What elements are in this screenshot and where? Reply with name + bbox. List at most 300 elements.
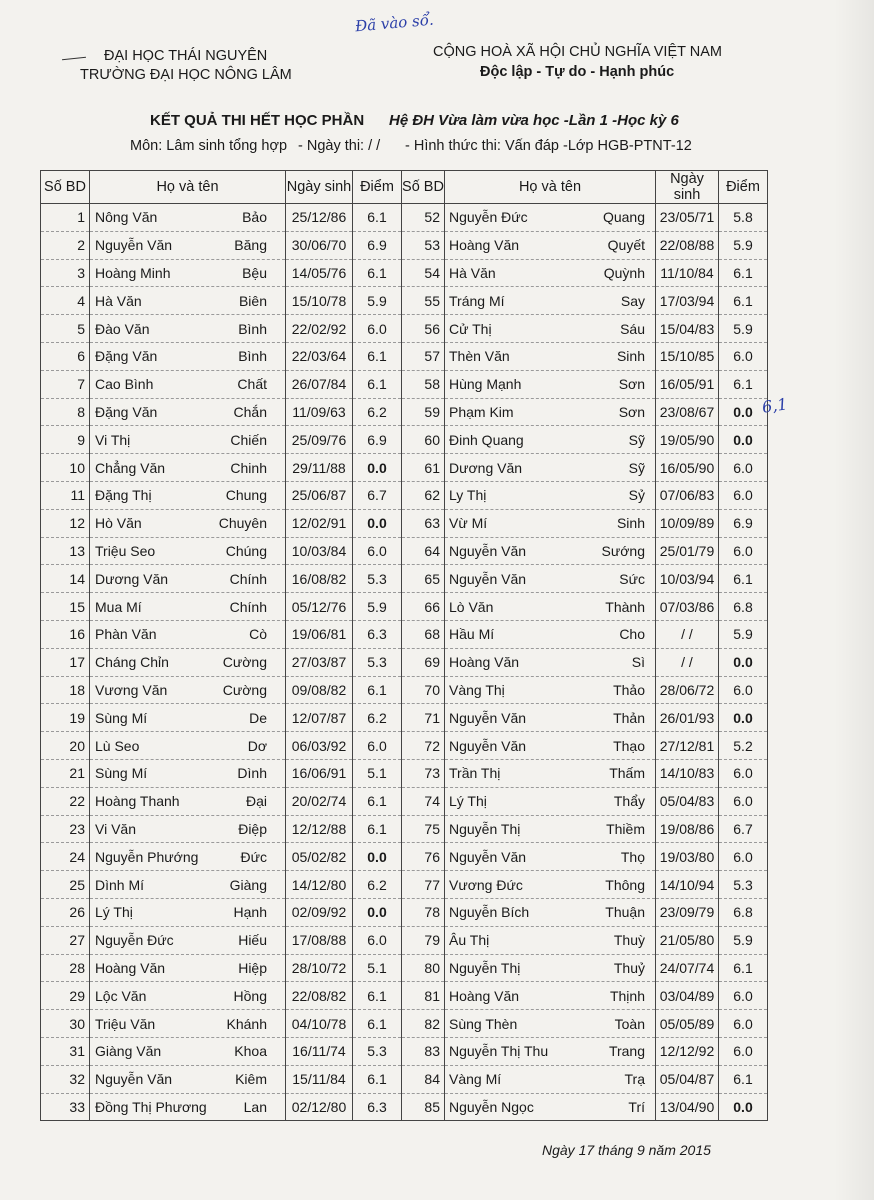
dob-2: 03/04/89 — [656, 982, 719, 1010]
score: 6.0 — [353, 537, 402, 565]
r-score: 5.9 — [719, 926, 768, 954]
last-name: Cao Bình — [95, 376, 154, 393]
r-last-name: Âu Thị — [449, 932, 490, 949]
dob: 22/03/64 — [286, 342, 353, 370]
name-cell — [90, 315, 286, 343]
r-last-name: Lý Thị — [449, 793, 487, 810]
sbd-number-2: 54 — [402, 259, 445, 287]
r-first-name: Trí — [628, 1098, 645, 1115]
score: 6.9 — [353, 426, 402, 454]
dob-2: 10/09/89 — [656, 509, 719, 537]
sbd-number: 25 — [41, 871, 90, 899]
r-first-name: Sinh — [616, 348, 645, 365]
r-last-name: Nguyễn Văn — [449, 709, 527, 726]
last-name: Dình Mí — [95, 876, 145, 893]
table-row — [41, 537, 768, 565]
first-name: Chính — [229, 570, 267, 587]
last-name: Đặng Văn — [95, 403, 158, 420]
r-last-name: Vừ Mí — [449, 515, 488, 532]
r-last-name: Nguyễn Bích — [449, 904, 530, 921]
sbd-number: 28 — [41, 954, 90, 982]
score: 6.2 — [353, 398, 402, 426]
table-row — [41, 787, 768, 815]
r-last-name: Cử Thị — [449, 320, 492, 337]
last-name: Vương Văn — [95, 681, 168, 698]
dob-2: 05/05/89 — [656, 1010, 719, 1038]
r-name-cell — [445, 593, 656, 621]
r-last-name: Nguyễn Đức — [449, 209, 528, 226]
sbd-number-2: 85 — [402, 1093, 445, 1121]
r-last-name: Nguyễn Văn — [449, 542, 527, 559]
sbd-number-2: 58 — [402, 370, 445, 398]
col-name-2: Họ và tên — [445, 171, 656, 204]
r-last-name: Nguyễn Văn — [449, 848, 527, 865]
dob: 25/06/87 — [286, 481, 353, 509]
last-name: Dương Văn — [95, 570, 169, 587]
r-score: 0.0 — [719, 1093, 768, 1121]
score: 6.1 — [353, 676, 402, 704]
dob: 11/09/63 — [286, 398, 353, 426]
dob-2: / / — [656, 620, 719, 648]
table-row — [41, 676, 768, 704]
name-cell — [90, 509, 286, 537]
sbd-number-2: 62 — [402, 481, 445, 509]
last-name: Nông Văn — [95, 209, 158, 226]
name-cell — [90, 704, 286, 732]
last-name: Cháng Chỉn — [95, 654, 169, 671]
dob: 02/09/92 — [286, 898, 353, 926]
dob-2: 17/03/94 — [656, 287, 719, 315]
sbd-number: 26 — [41, 898, 90, 926]
r-last-name: Hoàng Văn — [449, 237, 520, 254]
r-score: 6.0 — [719, 676, 768, 704]
dob: 16/08/82 — [286, 565, 353, 593]
first-name: Chung — [225, 487, 267, 504]
name-cell — [90, 898, 286, 926]
r-last-name: Phạm Kim — [449, 403, 514, 420]
university-name: ĐẠI HỌC THÁI NGUYÊN — [104, 48, 268, 64]
sbd-number-2: 84 — [402, 1065, 445, 1093]
r-last-name: Hùng Mạnh — [449, 376, 522, 393]
sbd-number: 13 — [41, 537, 90, 565]
dob: 06/03/92 — [286, 732, 353, 760]
name-cell — [90, 565, 286, 593]
handwritten-note: Đã vào sổ. — [354, 10, 435, 36]
first-name: De — [249, 709, 267, 726]
r-score: 5.2 — [719, 732, 768, 760]
sbd-number-2: 83 — [402, 1037, 445, 1065]
table-row — [41, 954, 768, 982]
dob: 16/11/74 — [286, 1037, 353, 1065]
sbd-number: 27 — [41, 926, 90, 954]
name-cell — [90, 676, 286, 704]
dob: 05/02/82 — [286, 843, 353, 871]
col-score: Điểm — [353, 171, 402, 204]
dob-2: 26/01/93 — [656, 704, 719, 732]
r-first-name: Sáu — [620, 320, 645, 337]
last-name: Nguyễn Phướng — [95, 848, 199, 865]
r-first-name: Cho — [619, 626, 645, 643]
r-name-cell — [445, 732, 656, 760]
r-name-cell — [445, 315, 656, 343]
sbd-number: 33 — [41, 1093, 90, 1121]
last-name: Hoàng Minh — [95, 264, 171, 281]
r-last-name: Hà Văn — [449, 264, 496, 281]
sbd-number-2: 81 — [402, 982, 445, 1010]
first-name: Đại — [245, 793, 267, 810]
document-title: KẾT QUẢ THI HẾT HỌC PHẦN — [150, 112, 365, 129]
first-name: Đức — [240, 848, 267, 865]
score: 6.2 — [353, 704, 402, 732]
sbd-number-2: 63 — [402, 509, 445, 537]
sbd-number: 8 — [41, 398, 90, 426]
r-first-name: Sỹ — [628, 459, 645, 476]
r-name-cell — [445, 676, 656, 704]
r-score: 6.1 — [719, 565, 768, 593]
sbd-number: 11 — [41, 481, 90, 509]
score: 6.1 — [353, 1065, 402, 1093]
dob: 02/12/80 — [286, 1093, 353, 1121]
sbd-number: 21 — [41, 759, 90, 787]
name-cell — [90, 454, 286, 482]
table-row — [41, 342, 768, 370]
r-last-name: Nguyễn Thị — [449, 820, 521, 837]
table-row — [41, 843, 768, 871]
name-cell — [90, 648, 286, 676]
r-name-cell — [445, 843, 656, 871]
table-row — [41, 1093, 768, 1121]
r-name-cell — [445, 759, 656, 787]
score: 0.0 — [353, 843, 402, 871]
r-first-name: Sỹ — [628, 431, 645, 448]
dob-2: 16/05/91 — [656, 370, 719, 398]
name-cell — [90, 620, 286, 648]
table-row — [41, 1065, 768, 1093]
r-first-name: Thông — [605, 876, 645, 893]
r-first-name: Trang — [608, 1043, 645, 1060]
first-name: Hiếu — [238, 932, 267, 949]
table-row — [41, 509, 768, 537]
table-row — [41, 481, 768, 509]
name-cell — [90, 926, 286, 954]
r-score: 6.0 — [719, 982, 768, 1010]
dob: 30/06/70 — [286, 231, 353, 259]
sbd-number: 10 — [41, 454, 90, 482]
r-name-cell — [445, 1010, 656, 1038]
table-row — [41, 259, 768, 287]
last-name: Đào Văn — [95, 320, 150, 337]
score: 5.1 — [353, 759, 402, 787]
r-name-cell — [445, 787, 656, 815]
sbd-number: 23 — [41, 815, 90, 843]
country-name: CỘNG HOÀ XÃ HỘI CHỦ NGHĨA VIỆT NAM — [433, 44, 722, 60]
sbd-number-2: 56 — [402, 315, 445, 343]
r-score: 0.0 — [719, 398, 768, 426]
sbd-number: 2 — [41, 231, 90, 259]
dob-2: 15/04/83 — [656, 315, 719, 343]
score: 6.1 — [353, 1010, 402, 1038]
sbd-number: 12 — [41, 509, 90, 537]
r-first-name: Trạ — [624, 1071, 645, 1088]
last-name: Đồng Thị Phương — [95, 1098, 207, 1115]
dob-2: 07/03/86 — [656, 593, 719, 621]
dob: 25/09/76 — [286, 426, 353, 454]
r-name-cell — [445, 287, 656, 315]
r-score: 5.9 — [719, 231, 768, 259]
r-first-name: Thọ — [620, 848, 645, 865]
last-name: Sùng Mí — [95, 709, 148, 726]
score: 6.9 — [353, 231, 402, 259]
r-score: 0.0 — [719, 648, 768, 676]
first-name: Bệu — [242, 264, 267, 281]
score: 6.0 — [353, 315, 402, 343]
name-cell — [90, 593, 286, 621]
r-score: 6.7 — [719, 815, 768, 843]
r-last-name: Vàng Mí — [449, 1071, 502, 1088]
col-dob: Ngày sinh — [286, 171, 353, 204]
sbd-number-2: 79 — [402, 926, 445, 954]
r-name-cell — [445, 926, 656, 954]
dob: 09/08/82 — [286, 676, 353, 704]
sbd-number-2: 75 — [402, 815, 445, 843]
dob: 15/10/78 — [286, 287, 353, 315]
name-cell — [90, 537, 286, 565]
dob-2: 13/04/90 — [656, 1093, 719, 1121]
name-cell — [90, 787, 286, 815]
r-last-name: Nguyễn Ngọc — [449, 1098, 534, 1115]
r-last-name: Ly Thị — [449, 487, 487, 504]
score: 6.1 — [353, 259, 402, 287]
first-name: Hạnh — [233, 904, 267, 921]
r-name-cell — [445, 398, 656, 426]
r-score: 5.9 — [719, 620, 768, 648]
dob-2: 19/08/86 — [656, 815, 719, 843]
score: 5.1 — [353, 954, 402, 982]
first-name: Chúng — [225, 542, 267, 559]
r-score: 6.1 — [719, 370, 768, 398]
table-row — [41, 454, 768, 482]
r-last-name: Nguyễn Thị — [449, 959, 521, 976]
r-name-cell — [445, 370, 656, 398]
r-score: 6.9 — [719, 509, 768, 537]
table-row — [41, 982, 768, 1010]
dob: 04/10/78 — [286, 1010, 353, 1038]
r-score: 6.1 — [719, 259, 768, 287]
name-cell — [90, 759, 286, 787]
dob: 28/10/72 — [286, 954, 353, 982]
r-score: 6.8 — [719, 898, 768, 926]
name-cell — [90, 954, 286, 982]
r-score: 6.0 — [719, 481, 768, 509]
dob-2: 27/12/81 — [656, 732, 719, 760]
r-last-name: Trần Thị — [449, 765, 501, 782]
score: 5.3 — [353, 1037, 402, 1065]
sbd-number: 22 — [41, 787, 90, 815]
dob-2: 23/08/67 — [656, 398, 719, 426]
sbd-number: 30 — [41, 1010, 90, 1038]
first-name: Chất — [237, 376, 267, 393]
r-last-name: Nguyễn Thị Thu — [449, 1043, 549, 1060]
last-name: Giàng Văn — [95, 1043, 162, 1060]
name-cell — [90, 426, 286, 454]
r-name-cell — [445, 259, 656, 287]
name-cell — [90, 481, 286, 509]
document-subtitle: Hệ ĐH Vừa làm vừa học -Lần 1 -Học kỳ 6 — [389, 112, 679, 129]
last-name: Lù Seo — [95, 737, 140, 754]
name-cell — [90, 871, 286, 899]
sbd-number: 5 — [41, 315, 90, 343]
dob-2: 12/12/92 — [656, 1037, 719, 1065]
score: 6.0 — [353, 926, 402, 954]
r-score: 6.0 — [719, 843, 768, 871]
first-name: Chuyên — [218, 515, 267, 532]
last-name: Lý Thị — [95, 904, 133, 921]
sbd-number: 31 — [41, 1037, 90, 1065]
r-score: 0.0 — [719, 704, 768, 732]
r-last-name: Sùng Thèn — [449, 1015, 518, 1032]
first-name: Chắn — [233, 403, 267, 420]
r-name-cell — [445, 648, 656, 676]
dob: 10/03/84 — [286, 537, 353, 565]
sbd-number: 24 — [41, 843, 90, 871]
first-name: Biên — [238, 292, 267, 309]
r-name-cell — [445, 342, 656, 370]
score: 6.1 — [353, 815, 402, 843]
dob-2: 16/05/90 — [656, 454, 719, 482]
r-first-name: Thành — [605, 598, 645, 615]
last-name: Chẳng Văn — [95, 459, 166, 476]
r-name-cell — [445, 982, 656, 1010]
first-name: Lan — [243, 1098, 267, 1115]
last-name: Hà Văn — [95, 292, 142, 309]
sbd-number: 19 — [41, 704, 90, 732]
r-last-name: Vương Đức — [449, 876, 523, 893]
table-row — [41, 1010, 768, 1038]
page-edge-shadow — [834, 0, 874, 1200]
r-name-cell — [445, 481, 656, 509]
dob: 12/02/91 — [286, 509, 353, 537]
score: 5.9 — [353, 593, 402, 621]
r-first-name: Thịnh — [609, 987, 645, 1004]
r-first-name: Thấm — [609, 765, 645, 782]
dob-2: 23/09/79 — [656, 898, 719, 926]
table-row — [41, 593, 768, 621]
r-score: 6.1 — [719, 954, 768, 982]
name-cell — [90, 732, 286, 760]
r-first-name: Sì — [631, 654, 645, 671]
r-score: 5.9 — [719, 315, 768, 343]
table-row — [41, 815, 768, 843]
dob: 17/08/88 — [286, 926, 353, 954]
last-name: Hò Văn — [95, 515, 142, 532]
score: 6.1 — [353, 370, 402, 398]
sbd-number-2: 82 — [402, 1010, 445, 1038]
first-name: Chiến — [230, 431, 267, 448]
table-header — [41, 171, 768, 204]
sbd-number: 29 — [41, 982, 90, 1010]
dob-2: / / — [656, 648, 719, 676]
dob: 05/12/76 — [286, 593, 353, 621]
score: 6.1 — [353, 982, 402, 1010]
table-row — [41, 871, 768, 899]
sbd-number-2: 55 — [402, 287, 445, 315]
r-name-cell — [445, 704, 656, 732]
r-first-name: Sơn — [618, 376, 645, 393]
sbd-number-2: 73 — [402, 759, 445, 787]
sbd-number-2: 70 — [402, 676, 445, 704]
table-row — [41, 287, 768, 315]
last-name: Vi Văn — [95, 820, 136, 837]
score: 0.0 — [353, 509, 402, 537]
r-score: 6.8 — [719, 593, 768, 621]
score: 6.1 — [353, 204, 402, 232]
name-cell — [90, 1065, 286, 1093]
dob-2: 25/01/79 — [656, 537, 719, 565]
handwritten-correction: 6,1 — [760, 394, 789, 417]
sbd-number-2: 78 — [402, 898, 445, 926]
table-row — [41, 732, 768, 760]
r-last-name: Dương Văn — [449, 459, 523, 476]
school-name: TRƯỜNG ĐẠI HỌC NÔNG LÂM — [80, 67, 292, 83]
r-first-name: Quỳnh — [603, 264, 645, 281]
sbd-number-2: 66 — [402, 593, 445, 621]
r-last-name: Đinh Quang — [449, 431, 524, 448]
name-cell — [90, 1010, 286, 1038]
r-first-name: Thạo — [613, 737, 645, 754]
dob: 29/11/88 — [286, 454, 353, 482]
r-first-name: Thuỳ — [613, 932, 645, 949]
r-last-name: Thèn Văn — [449, 348, 510, 365]
first-name: Bảo — [242, 209, 267, 226]
sbd-number: 32 — [41, 1065, 90, 1093]
dob-2: 21/05/80 — [656, 926, 719, 954]
r-name-cell — [445, 426, 656, 454]
name-cell — [90, 398, 286, 426]
r-first-name: Say — [620, 292, 645, 309]
name-cell — [90, 370, 286, 398]
r-name-cell — [445, 954, 656, 982]
r-last-name: Nguyễn Văn — [449, 570, 527, 587]
r-score: 6.0 — [719, 787, 768, 815]
r-last-name: Vàng Thị — [449, 681, 505, 698]
last-name: Vi Thị — [95, 431, 131, 448]
first-name: Dình — [237, 765, 267, 782]
last-name: Lộc Văn — [95, 987, 147, 1004]
pen-mark — [62, 57, 86, 61]
table-row — [41, 231, 768, 259]
r-first-name: Sỷ — [628, 487, 645, 504]
sbd-number-2: 64 — [402, 537, 445, 565]
name-cell — [90, 982, 286, 1010]
last-name: Triệu Seo — [95, 542, 156, 559]
sbd-number: 17 — [41, 648, 90, 676]
r-first-name: Thản — [613, 709, 645, 726]
sbd-number: 1 — [41, 204, 90, 232]
dob: 14/12/80 — [286, 871, 353, 899]
sbd-number: 18 — [41, 676, 90, 704]
score: 6.3 — [353, 1093, 402, 1121]
name-cell — [90, 287, 286, 315]
r-score: 6.0 — [719, 454, 768, 482]
first-name: Hiệp — [238, 959, 267, 976]
col-score-2: Điểm — [719, 171, 768, 204]
first-name: Khoa — [234, 1043, 267, 1060]
sbd-number-2: 74 — [402, 787, 445, 815]
r-last-name: Hoàng Văn — [449, 654, 520, 671]
r-name-cell — [445, 1093, 656, 1121]
r-score: 6.0 — [719, 759, 768, 787]
score: 6.2 — [353, 871, 402, 899]
